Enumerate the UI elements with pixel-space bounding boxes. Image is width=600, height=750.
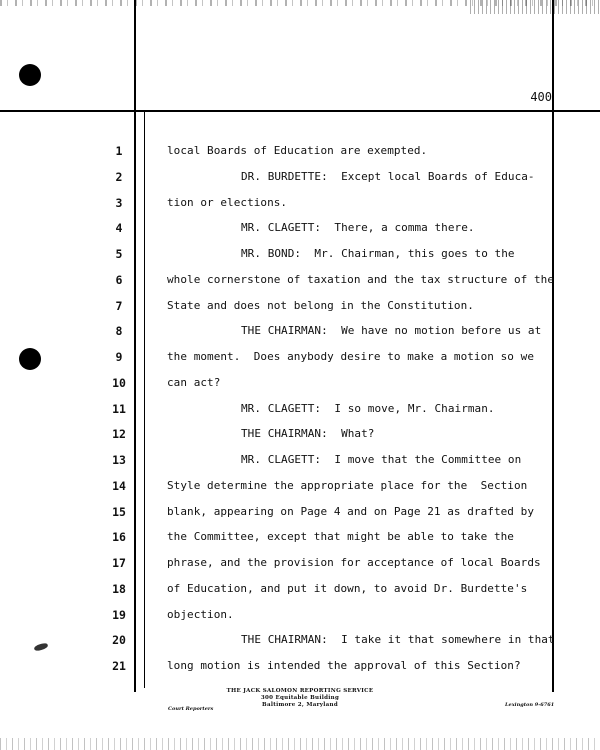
line-number: 6 [115,272,123,287]
transcript-line: can act? [167,375,221,389]
line-number: 9 [115,350,123,364]
binder-hole-middle [19,348,41,370]
page-number: 400 [530,90,552,104]
inner-margin-rule [144,112,145,688]
line-number: 4 [115,221,123,236]
line-number: 17 [112,556,126,570]
transcript-line: Style determine the appropriate place for the Section [167,478,528,492]
scan-noise-top-right [470,0,600,14]
transcript-line: local Boards of Education are exempted. [167,144,428,157]
line-number: 15 [112,504,126,519]
line-number: 2 [115,169,123,184]
transcript-line: phrase, and the provision for acceptance of local Boards [167,556,541,569]
transcript-line: THE CHAIRMAN: I take it that somewhere in that [241,633,555,647]
transcript-line: long motion is intended the approval of this Section? [167,659,521,672]
transcript-line: whole cornerstone of taxation and the tax structure of the [167,272,555,286]
service-address-line2: Baltimore 2, Maryland [262,702,338,708]
line-number: 12 [112,427,126,442]
transcript-line: MR. CLAGETT: I so move, Mr. Chairman. [241,401,495,415]
line-number: 1 [115,144,123,158]
line-number: 19 [112,607,126,622]
phone-label: Lexington 9-6761 [505,702,555,708]
line-number: 13 [112,453,126,467]
transcript-line: of Education, and put it down, to avoid Dr. Burdette's [167,581,528,595]
line-number: 21 [112,659,126,673]
left-margin-rule [134,0,136,692]
line-number: 7 [115,298,123,313]
transcript-line: the moment. Does anybody desire to make a motion so we [167,350,534,363]
transcript-line: objection. [167,607,234,621]
line-number-column [104,141,134,682]
transcript-line: the Committee, except that might be able to take the [167,530,514,544]
transcript-text [167,141,562,682]
transcript-line: THE CHAIRMAN: What? [241,427,375,441]
transcript-line: tion or elections. [167,195,288,209]
transcript-line: MR. BOND: Mr. Chairman, this goes to the [241,247,515,260]
ink-smudge [33,642,48,651]
transcript-line: MR. CLAGETT: There, a comma there. [241,221,475,235]
line-number: 11 [112,401,126,416]
binder-hole-top [19,64,41,86]
transcript-line: DR. BURDETTE: Except local Boards of Educa- [241,169,535,183]
transcript-line: blank, appearing on Page 4 and on Page 21 as drafted by [167,504,534,518]
footer [0,688,600,718]
service-address-line1: 300 Equitable Building [260,695,340,701]
line-number: 20 [112,633,126,648]
line-number: 16 [112,530,126,545]
transcript-line: State and does not belong in the Constitution. [167,298,474,312]
transcript-line: THE CHAIRMAN: We have no motion before us at [241,324,542,338]
line-number: 18 [112,581,126,596]
court-reporters-label: Court Reporters [168,706,214,712]
line-number: 14 [112,478,126,493]
line-number: 3 [115,195,123,210]
transcript-line: MR. CLAGETT: I move that the Committee on [241,453,522,466]
scan-noise-bottom [0,738,600,750]
line-number: 5 [115,247,123,261]
line-number: 10 [112,375,126,390]
line-number: 8 [115,324,123,339]
header-rule [0,110,600,112]
service-name: THE JACK SALOMON REPORTING SERVICE [226,688,374,694]
